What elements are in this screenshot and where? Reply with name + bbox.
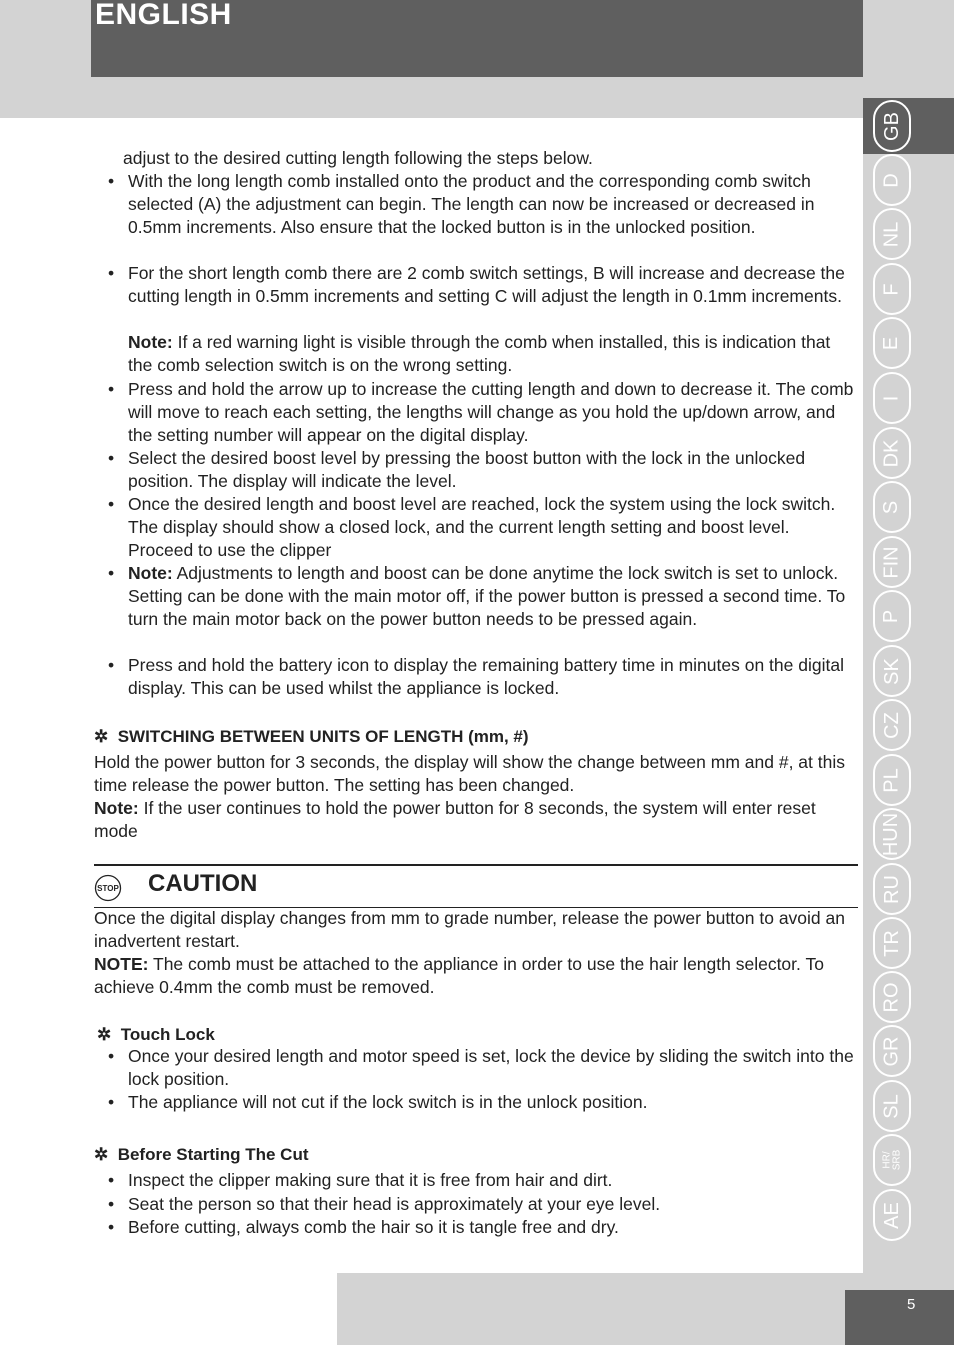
bullet: • (108, 1217, 115, 1237)
language-tab-i[interactable] (873, 372, 911, 424)
language-tab-label: E (880, 336, 903, 350)
language-tab-pl[interactable] (873, 754, 911, 806)
bullet: • (108, 494, 115, 514)
language-tab-p[interactable] (873, 590, 911, 642)
sun-icon: ✲ (94, 727, 109, 746)
language-tab-label: GR (880, 1036, 903, 1066)
language-tab-label: RU (880, 874, 903, 904)
language-tab-label: I (880, 395, 903, 401)
bullet: • (108, 1046, 115, 1066)
language-tab-ro[interactable] (873, 971, 911, 1023)
bullet: • (108, 1194, 115, 1214)
caution-note (94, 953, 854, 999)
language-tab-hun[interactable] (873, 808, 911, 860)
language-tab-fin[interactable] (873, 536, 911, 588)
language-tab-nl[interactable] (873, 208, 911, 260)
language-tab-gb[interactable] (873, 100, 911, 152)
language-tab-label: HUN (880, 812, 903, 856)
language-tab-ae[interactable] (873, 1189, 911, 1241)
language-tab-label: NL (880, 221, 903, 247)
language-tab-label: PL (880, 767, 903, 793)
bullet: • (108, 1092, 115, 1112)
language-tab-label: FIN (880, 545, 903, 579)
switching-text: Hold the power button for 3 seconds, the display will show the change between mm and #, at this time release the power button. The setting has been changed. (94, 752, 845, 795)
page-title: ENGLISH (95, 0, 232, 31)
language-tab-label: GB (880, 111, 903, 141)
section-heading-before-cut: ✲ Before Starting The Cut (94, 1145, 309, 1164)
language-tab-label: S (880, 500, 903, 514)
title-bar (91, 0, 863, 77)
language-tab-sl[interactable] (873, 1080, 911, 1132)
language-tab-s[interactable] (873, 481, 911, 533)
page-number-box (845, 1290, 954, 1345)
caution-title: CAUTION (148, 870, 258, 897)
bullet: • (108, 448, 115, 468)
section-heading-switching: ✲ SWITCHING BETWEEN UNITS OF LENGTH (mm, #) (94, 727, 529, 746)
language-tab-e[interactable] (873, 317, 911, 369)
switching-note (94, 797, 854, 843)
note-text: Adjustments to length and boost can be done anytime the lock switch is set to unlock. Setting can be done with the main motor off, if the power button is pressed a second time. To turn the main motor back on the power button needs to be pressed again. (128, 563, 846, 629)
sun-icon: ✲ (94, 1145, 109, 1164)
language-tab-label: CZ (880, 711, 903, 739)
note-label: Note: (94, 798, 139, 818)
caution-text: Once the digital display changes from mm to grade number, release the power button to avoid an inadvertent restart. (94, 908, 845, 951)
bullet: • (108, 1170, 115, 1190)
language-tab-label: DK (880, 439, 903, 467)
language-tab-hrsrb[interactable] (873, 1134, 911, 1186)
language-sidebar (863, 98, 954, 1250)
language-tab-label: F (880, 282, 903, 296)
stop-label: STOP (97, 884, 119, 893)
footer-left (0, 1273, 337, 1345)
note-text: The comb must be attached to the appliance in order to use the hair length selector. To achieve 0.4mm the comb must be removed. (94, 954, 824, 997)
language-tab-dk[interactable] (873, 427, 911, 479)
bullet: • (108, 171, 115, 191)
bullet: • (108, 563, 115, 583)
language-tab-ru[interactable] (873, 863, 911, 915)
language-tab-label: SL (880, 1093, 903, 1119)
caution-top-rule (94, 864, 858, 866)
note-label: Note: (128, 563, 173, 583)
note-text: If the user continues to hold the power button for 8 seconds, the system will enter reset mode (94, 798, 816, 841)
language-tab-f[interactable] (873, 263, 911, 315)
language-tab-label: SK (880, 657, 903, 685)
section-heading-touch-lock: ✲ Touch Lock (97, 1025, 215, 1044)
page-number: 5 (907, 1296, 916, 1313)
language-tab-label: AE (880, 1201, 903, 1229)
note-label: Note: (128, 332, 173, 352)
note-label: NOTE: (94, 954, 149, 974)
language-tab-gr[interactable] (873, 1025, 911, 1077)
language-tab-sk[interactable] (873, 645, 911, 697)
stop-icon (94, 874, 122, 902)
note-text: If a red warning light is visible through the comb when installed, this is indication that the comb selection switch is on the wrong setting. (128, 332, 831, 375)
language-tab-cz[interactable] (873, 699, 911, 751)
language-tab-label: HR/ SRB (881, 1149, 902, 1171)
language-tab-label: TR (880, 929, 903, 957)
bullet: • (108, 263, 115, 283)
bullet: • (108, 379, 115, 399)
sun-icon: ✲ (97, 1025, 112, 1044)
language-tab-label: RO (880, 982, 903, 1012)
intro-text: adjust to the desired cutting length following the steps below. (123, 148, 593, 168)
bullet: • (108, 655, 115, 675)
language-tab-label: P (880, 609, 903, 623)
language-tab-tr[interactable] (873, 917, 911, 969)
language-tab-label: D (880, 172, 903, 188)
footer-band (337, 1273, 845, 1345)
